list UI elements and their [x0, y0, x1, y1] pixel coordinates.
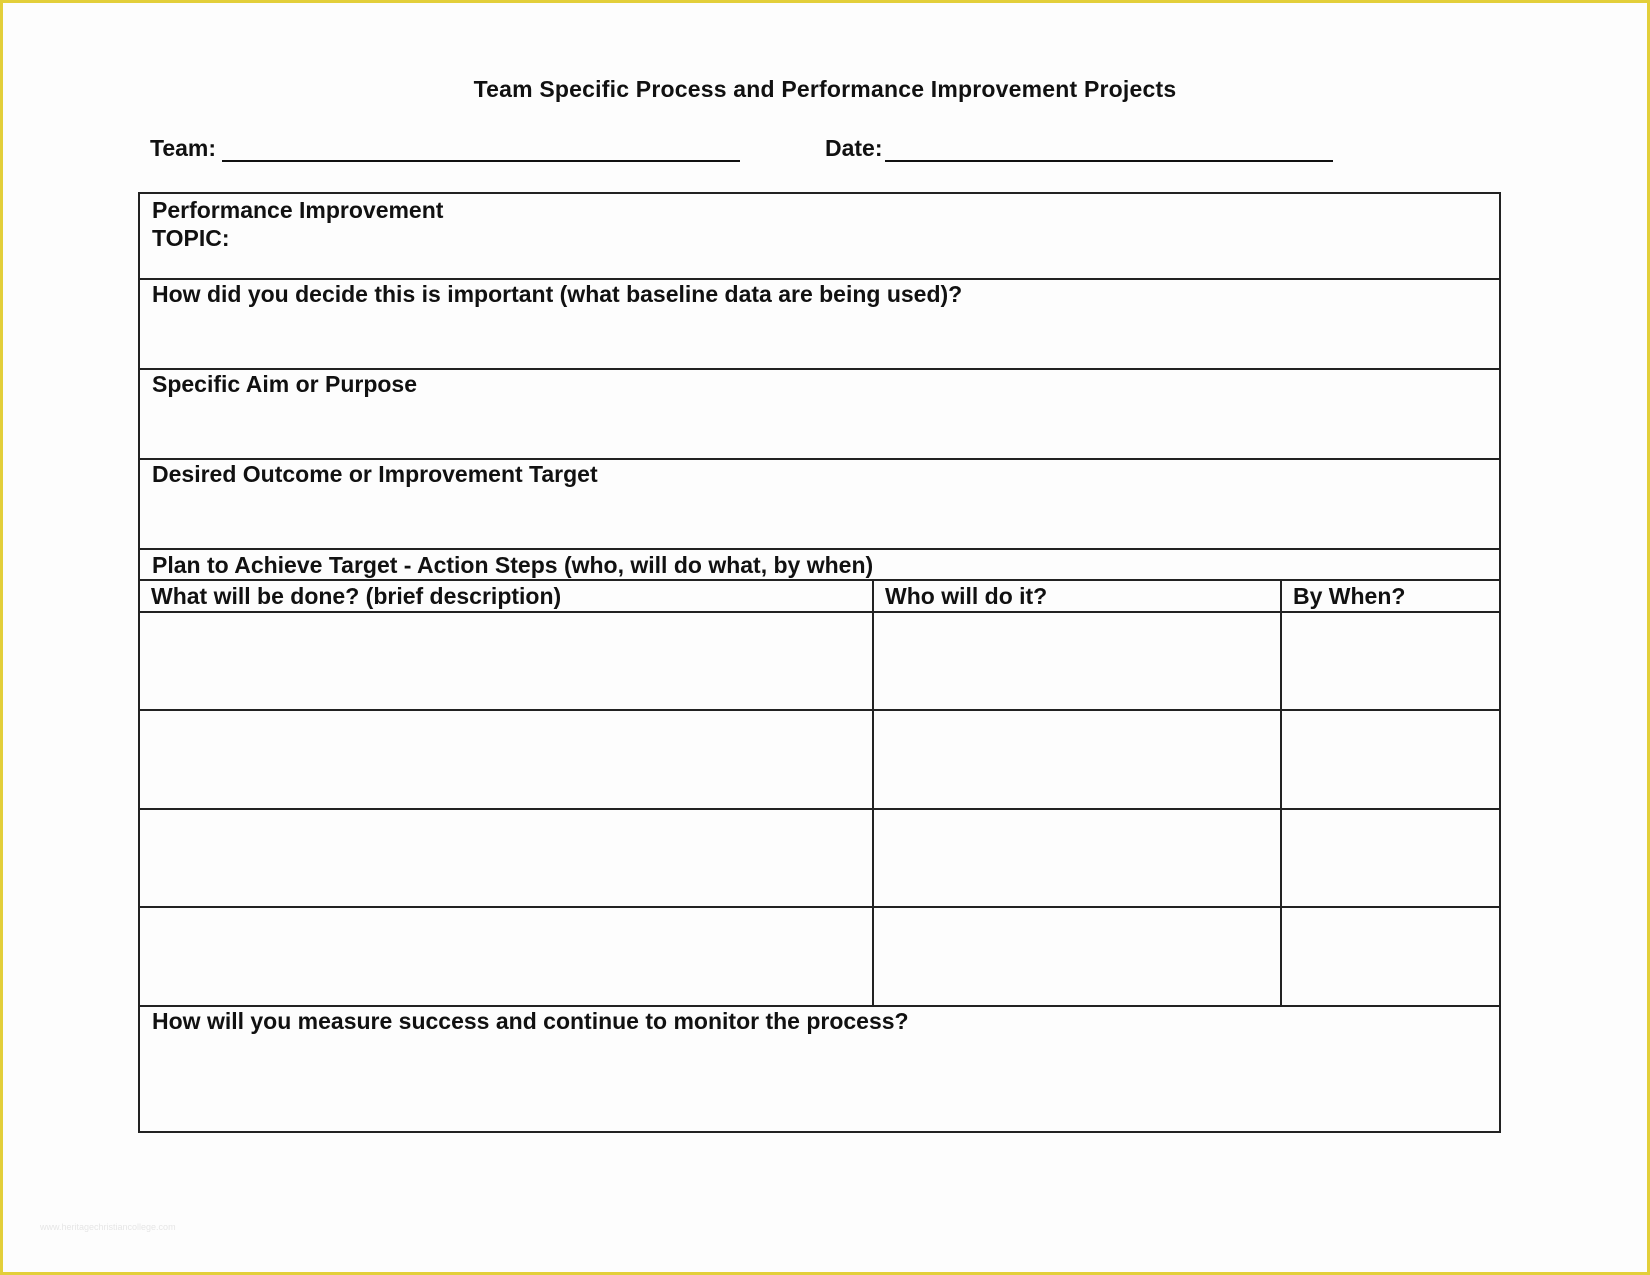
team-field — [150, 135, 740, 162]
column-header-when — [1282, 581, 1501, 611]
team-label: Team: — [150, 135, 217, 161]
date-label: Date: — [825, 135, 883, 161]
team-input-line[interactable] — [222, 136, 740, 162]
plan-label: Plan to Achieve Target - Action Steps (who, will do what, by when) — [152, 552, 874, 578]
measure-question: How will you measure success and continue to monitor the process? — [152, 1008, 909, 1034]
action-what-cell[interactable] — [140, 908, 874, 1005]
improvement-form-table — [138, 192, 1501, 1133]
measure-row[interactable] — [140, 1007, 1499, 1131]
topic-row[interactable] — [140, 194, 1499, 280]
action-what-cell[interactable] — [140, 711, 874, 808]
action-row — [140, 613, 1499, 711]
column-header-who-label: Who will do it? — [885, 583, 1048, 609]
outcome-row[interactable] — [140, 460, 1499, 550]
action-header-row — [140, 581, 1499, 613]
action-who-cell[interactable] — [874, 908, 1282, 1005]
topic-label: Performance Improvement TOPIC: — [152, 197, 444, 251]
document-title: Team Specific Process and Performance Improvement Projects — [473, 76, 1177, 102]
importance-question: How did you decide this is important (what baseline data are being used)? — [152, 281, 963, 307]
date-input-line[interactable] — [885, 136, 1333, 162]
action-who-cell[interactable] — [874, 810, 1282, 906]
outcome-label: Desired Outcome or Improvement Target — [152, 461, 598, 487]
column-header-who — [874, 581, 1282, 611]
aim-row[interactable] — [140, 370, 1499, 460]
action-who-cell[interactable] — [874, 613, 1282, 709]
action-when-cell[interactable] — [1282, 810, 1501, 906]
column-header-what — [140, 581, 874, 611]
importance-row[interactable] — [140, 280, 1499, 370]
column-header-what-label: What will be done? (brief description) — [151, 583, 562, 609]
action-when-cell[interactable] — [1282, 711, 1501, 808]
action-row — [140, 810, 1499, 908]
action-what-cell[interactable] — [140, 810, 874, 906]
action-row — [140, 711, 1499, 810]
aim-label: Specific Aim or Purpose — [152, 371, 417, 397]
action-who-cell[interactable] — [874, 711, 1282, 808]
column-header-when-label: By When? — [1293, 583, 1406, 609]
watermark-text: www.heritagechristiancollege.com — [40, 1222, 176, 1232]
action-what-cell[interactable] — [140, 613, 874, 709]
action-when-cell[interactable] — [1282, 613, 1501, 709]
action-row — [140, 908, 1499, 1007]
action-when-cell[interactable] — [1282, 908, 1501, 1005]
date-field — [825, 135, 1333, 162]
plan-row — [140, 550, 1499, 581]
